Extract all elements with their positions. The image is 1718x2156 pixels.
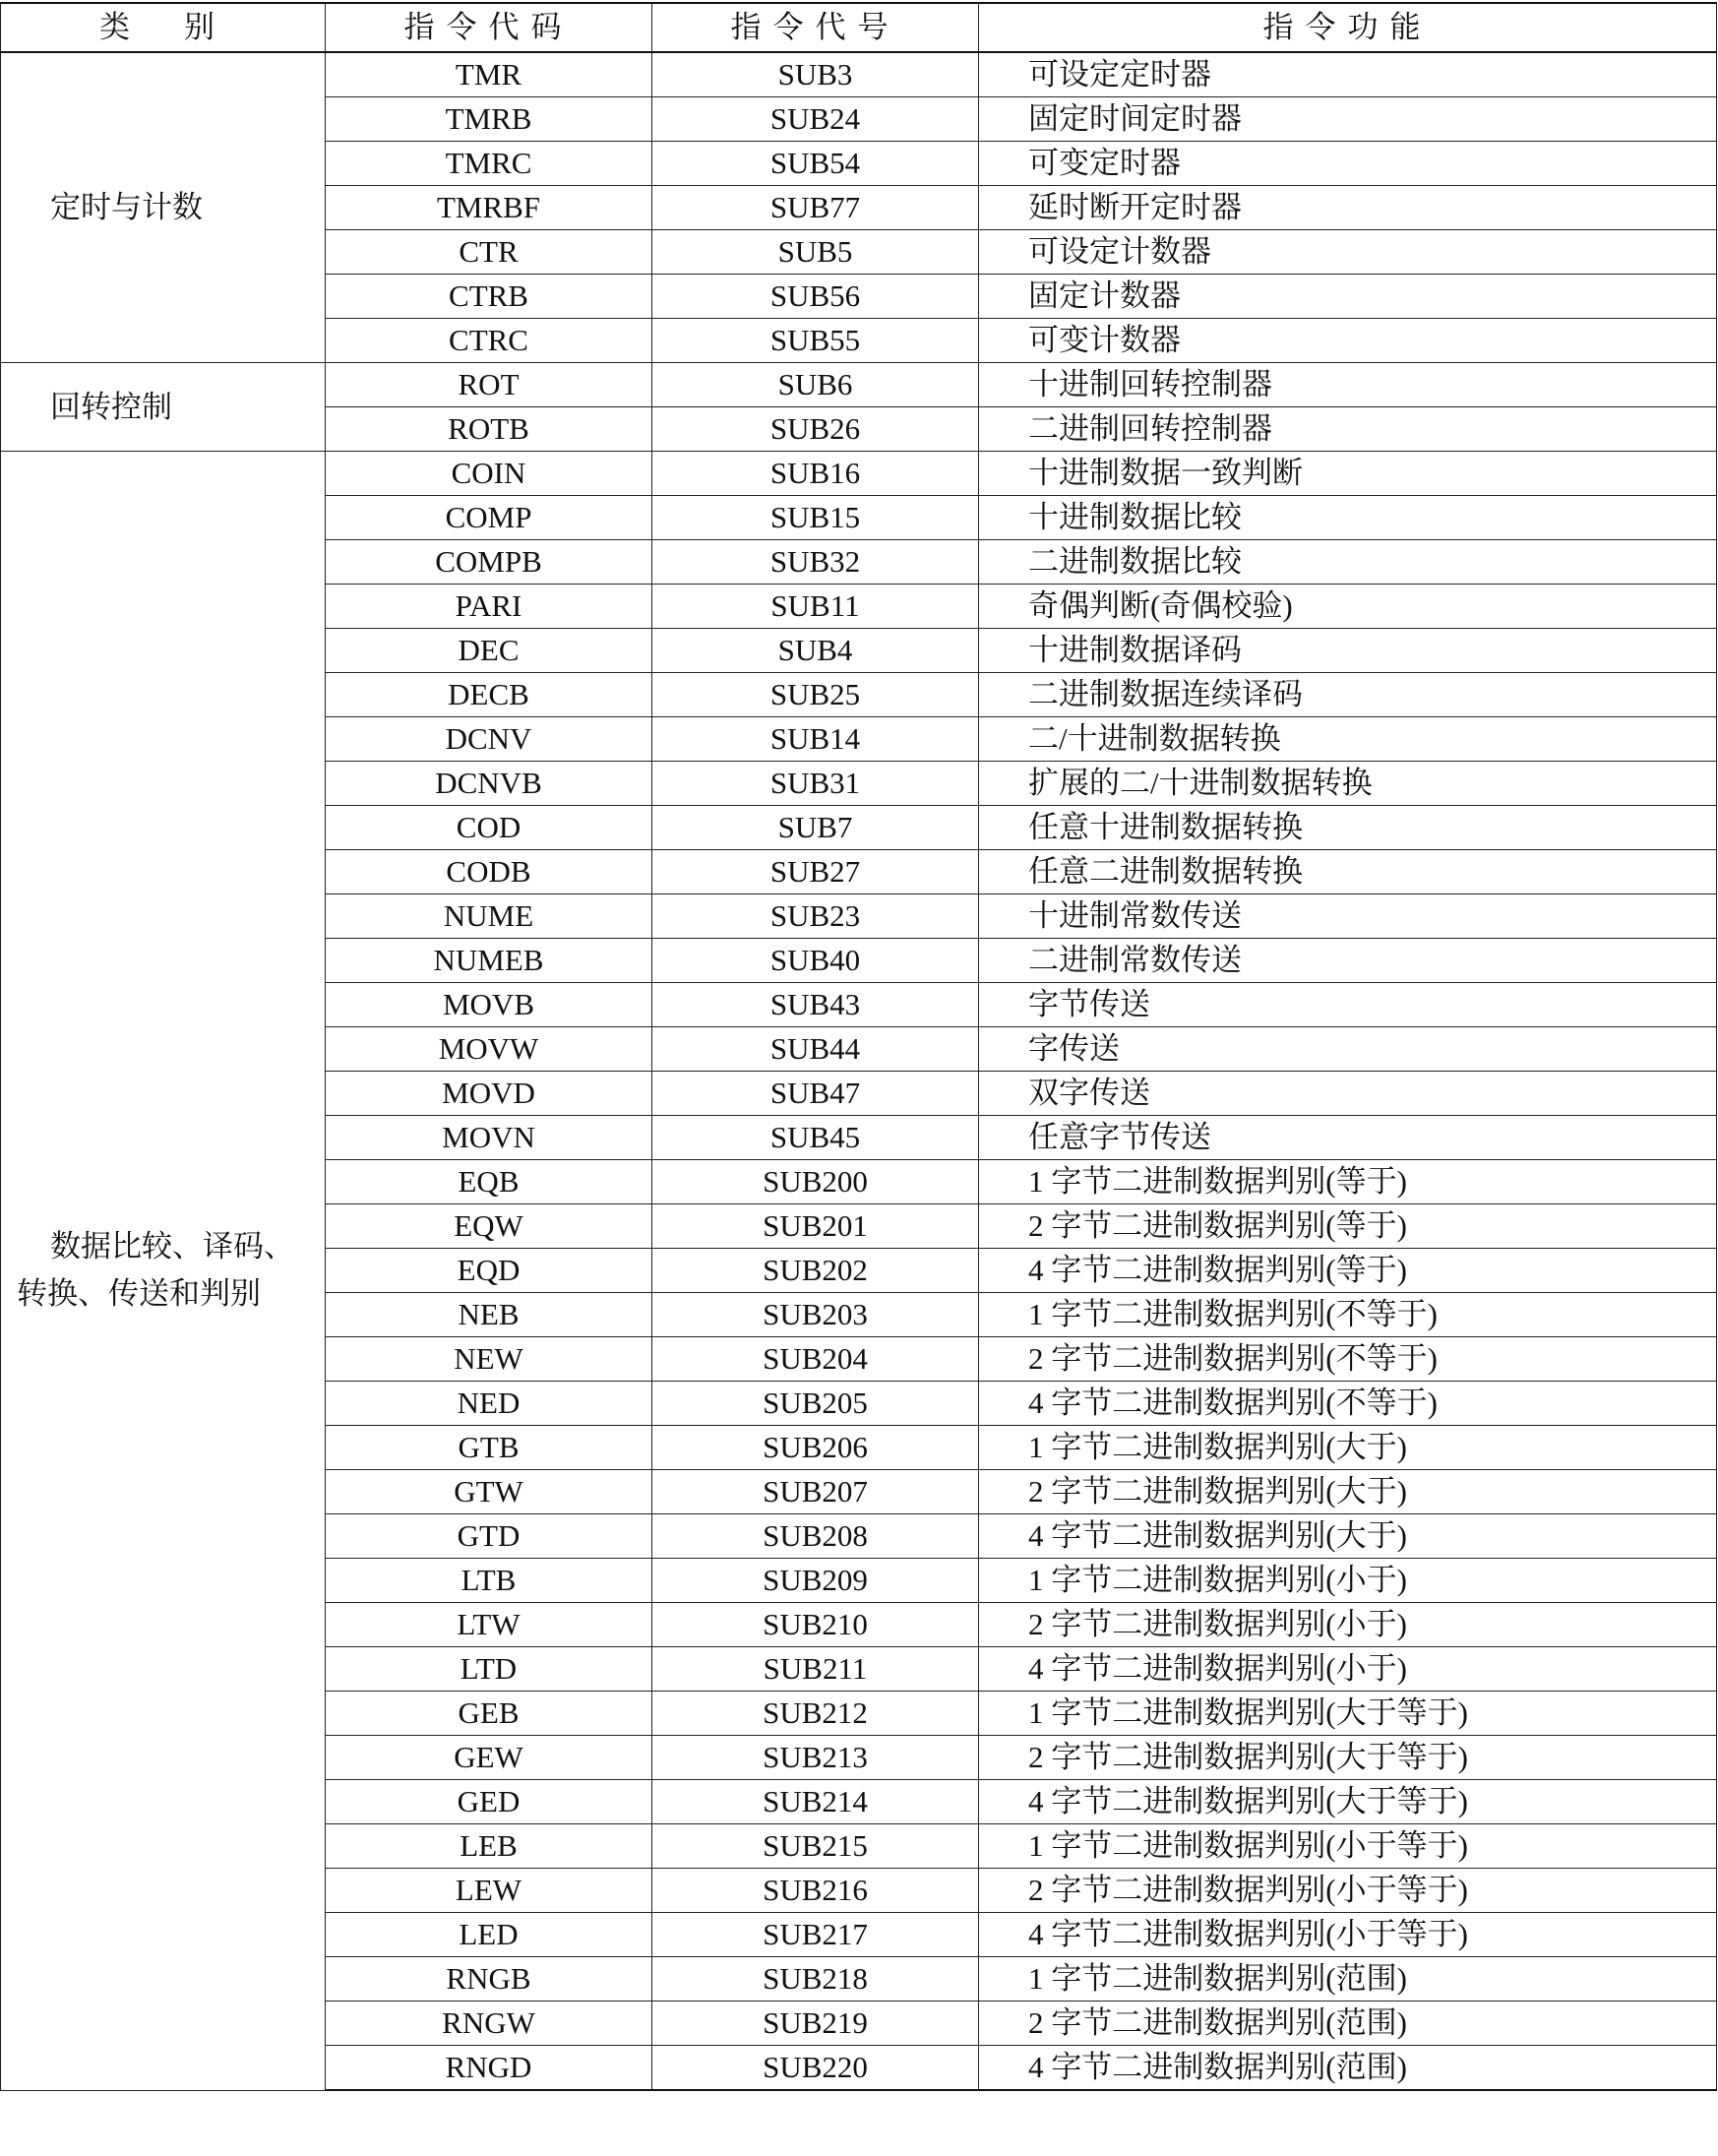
category-cell (1, 363, 326, 452)
instruction-function-cell: 字节传送 (979, 983, 1717, 1027)
instruction-code-cell: ROTB (326, 407, 652, 452)
instruction-code-cell: GEW (326, 1736, 652, 1780)
instruction-function-cell: 任意二进制数据转换 (979, 850, 1717, 894)
instruction-code-cell: CTRB (326, 275, 652, 319)
instruction-function-cell: 可设定定时器 (979, 52, 1717, 97)
instruction-function-cell: 可设定计数器 (979, 230, 1717, 275)
instruction-code-cell: GTB (326, 1426, 652, 1470)
instruction-number-cell: SUB56 (652, 275, 979, 319)
instruction-function-cell: 双字传送 (979, 1072, 1717, 1116)
instruction-function-cell: 4 字节二进制数据判别(大于) (979, 1514, 1717, 1559)
instruction-code-cell: RNGW (326, 2002, 652, 2046)
instruction-function-cell: 二进制回转控制器 (979, 407, 1717, 452)
instruction-code-cell: COMPB (326, 540, 652, 585)
instruction-number-cell: SUB208 (652, 1514, 979, 1559)
instruction-function-cell: 2 字节二进制数据判别(大于等于) (979, 1736, 1717, 1780)
instruction-function-cell: 二/十进制数据转换 (979, 717, 1717, 762)
instruction-code-cell: DECB (326, 673, 652, 717)
instruction-number-cell: SUB77 (652, 186, 979, 230)
instruction-number-cell: SUB11 (652, 585, 979, 629)
instruction-code-cell: EQD (326, 1249, 652, 1293)
instruction-code-cell: GTW (326, 1470, 652, 1514)
category-label: 数据比较、译码、转换、传送和判别 (17, 1229, 294, 1312)
instruction-function-cell: 扩展的二/十进制数据转换 (979, 762, 1717, 806)
instruction-function-cell: 2 字节二进制数据判别(小于等于) (979, 1869, 1717, 1913)
instruction-code-cell: LEB (326, 1824, 652, 1869)
instruction-function-cell: 1 字节二进制数据判别(不等于) (979, 1293, 1717, 1337)
instruction-number-cell: SUB14 (652, 717, 979, 762)
instruction-function-cell: 任意字节传送 (979, 1116, 1717, 1160)
instruction-code-cell: TMRC (326, 142, 652, 186)
instruction-number-cell: SUB214 (652, 1780, 979, 1824)
instruction-code-cell: GTD (326, 1514, 652, 1559)
instruction-number-cell: SUB213 (652, 1736, 979, 1780)
table-row (1, 452, 1717, 496)
instruction-number-cell: SUB55 (652, 319, 979, 363)
instruction-code-cell: NEB (326, 1293, 652, 1337)
instruction-code-cell: NUMEB (326, 939, 652, 983)
instruction-number-cell: SUB217 (652, 1913, 979, 1957)
header-category: 类 别 (1, 3, 326, 52)
instruction-number-cell: SUB24 (652, 97, 979, 142)
instruction-code-cell: LTW (326, 1603, 652, 1647)
instruction-function-cell: 十进制数据译码 (979, 629, 1717, 673)
instruction-function-cell: 二进制数据比较 (979, 540, 1717, 585)
instruction-number-cell: SUB6 (652, 363, 979, 407)
table-body (1, 52, 1717, 2090)
instruction-number-cell: SUB4 (652, 629, 979, 673)
instruction-number-cell: SUB219 (652, 2002, 979, 2046)
instruction-code-cell: RNGD (326, 2046, 652, 2091)
header-instruction-function: 指令功能 (979, 3, 1717, 52)
table-row (1, 52, 1717, 97)
instruction-number-cell: SUB202 (652, 1249, 979, 1293)
instruction-number-cell: SUB7 (652, 806, 979, 850)
instruction-function-cell: 十进制数据比较 (979, 496, 1717, 540)
instruction-number-cell: SUB26 (652, 407, 979, 452)
instruction-function-cell: 二进制常数传送 (979, 939, 1717, 983)
instruction-function-cell: 2 字节二进制数据判别(不等于) (979, 1337, 1717, 1382)
instruction-code-cell: CTR (326, 230, 652, 275)
instruction-number-cell: SUB216 (652, 1869, 979, 1913)
instruction-function-cell: 2 字节二进制数据判别(大于) (979, 1470, 1717, 1514)
instruction-code-cell: LTD (326, 1647, 652, 1692)
instruction-number-cell: SUB215 (652, 1824, 979, 1869)
instruction-code-cell: EQB (326, 1160, 652, 1204)
instruction-number-cell: SUB44 (652, 1027, 979, 1072)
instruction-table (0, 2, 1717, 2091)
instruction-number-cell: SUB23 (652, 894, 979, 939)
instruction-code-cell: TMRBF (326, 186, 652, 230)
instruction-code-cell: CTRC (326, 319, 652, 363)
instruction-number-cell: SUB43 (652, 983, 979, 1027)
instruction-code-cell: LTB (326, 1559, 652, 1603)
instruction-code-cell: GED (326, 1780, 652, 1824)
instruction-function-cell: 2 字节二进制数据判别(范围) (979, 2002, 1717, 2046)
instruction-code-cell: LED (326, 1913, 652, 1957)
instruction-number-cell: SUB203 (652, 1293, 979, 1337)
instruction-number-cell: SUB206 (652, 1426, 979, 1470)
instruction-code-cell: ROT (326, 363, 652, 407)
instruction-code-cell: PARI (326, 585, 652, 629)
instruction-function-cell: 任意十进制数据转换 (979, 806, 1717, 850)
instruction-number-cell: SUB220 (652, 2046, 979, 2091)
instruction-code-cell: COMP (326, 496, 652, 540)
header-instruction-code: 指令代码 (326, 3, 652, 52)
instruction-function-cell: 4 字节二进制数据判别(范围) (979, 2046, 1717, 2091)
instruction-function-cell: 可变计数器 (979, 319, 1717, 363)
category-label: 回转控制 (50, 389, 172, 424)
instruction-function-cell: 1 字节二进制数据判别(等于) (979, 1160, 1717, 1204)
instruction-number-cell: SUB27 (652, 850, 979, 894)
instruction-code-cell: DEC (326, 629, 652, 673)
instruction-number-cell: SUB3 (652, 52, 979, 97)
instruction-number-cell: SUB31 (652, 762, 979, 806)
instruction-code-cell: COD (326, 806, 652, 850)
instruction-number-cell: SUB201 (652, 1204, 979, 1249)
instruction-number-cell: SUB212 (652, 1692, 979, 1736)
instruction-code-cell: CODB (326, 850, 652, 894)
instruction-code-cell: MOVD (326, 1072, 652, 1116)
instruction-number-cell: SUB47 (652, 1072, 979, 1116)
instruction-code-cell: MOVN (326, 1116, 652, 1160)
instruction-function-cell: 4 字节二进制数据判别(等于) (979, 1249, 1717, 1293)
instruction-code-cell: RNGB (326, 1957, 652, 2002)
instruction-number-cell: SUB32 (652, 540, 979, 585)
instruction-code-cell: LEW (326, 1869, 652, 1913)
instruction-number-cell: SUB15 (652, 496, 979, 540)
instruction-code-cell: COIN (326, 452, 652, 496)
instruction-code-cell: TMRB (326, 97, 652, 142)
instruction-code-cell: EQW (326, 1204, 652, 1249)
instruction-number-cell: SUB204 (652, 1337, 979, 1382)
instruction-number-cell: SUB218 (652, 1957, 979, 2002)
instruction-function-cell: 十进制数据一致判断 (979, 452, 1717, 496)
instruction-number-cell: SUB45 (652, 1116, 979, 1160)
instruction-function-cell: 2 字节二进制数据判别(等于) (979, 1204, 1717, 1249)
instruction-function-cell: 字传送 (979, 1027, 1717, 1072)
instruction-number-cell: SUB25 (652, 673, 979, 717)
instruction-function-cell: 固定时间定时器 (979, 97, 1717, 142)
instruction-function-cell: 十进制常数传送 (979, 894, 1717, 939)
instruction-code-cell: NUME (326, 894, 652, 939)
instruction-code-cell: DCNV (326, 717, 652, 762)
instruction-code-cell: TMR (326, 52, 652, 97)
instruction-function-cell: 1 字节二进制数据判别(大于等于) (979, 1692, 1717, 1736)
instruction-code-cell: NED (326, 1382, 652, 1426)
instruction-number-cell: SUB54 (652, 142, 979, 186)
category-cell (1, 52, 326, 363)
instruction-function-cell: 1 字节二进制数据判别(小于等于) (979, 1824, 1717, 1869)
instruction-function-cell: 奇偶判断(奇偶校验) (979, 585, 1717, 629)
instruction-function-cell: 1 字节二进制数据判别(小于) (979, 1559, 1717, 1603)
category-cell (1, 452, 326, 2091)
instruction-function-cell: 十进制回转控制器 (979, 363, 1717, 407)
instruction-table-container (0, 2, 1718, 2091)
table-header (1, 3, 1717, 52)
instruction-function-cell: 4 字节二进制数据判别(不等于) (979, 1382, 1717, 1426)
instruction-function-cell: 1 字节二进制数据判别(大于) (979, 1426, 1717, 1470)
instruction-function-cell: 可变定时器 (979, 142, 1717, 186)
header-row (1, 3, 1717, 52)
table-row (1, 363, 1717, 407)
instruction-function-cell: 固定计数器 (979, 275, 1717, 319)
instruction-code-cell: MOVW (326, 1027, 652, 1072)
instruction-number-cell: SUB211 (652, 1647, 979, 1692)
instruction-function-cell: 延时断开定时器 (979, 186, 1717, 230)
instruction-code-cell: GEB (326, 1692, 652, 1736)
header-instruction-number: 指令代号 (652, 3, 979, 52)
instruction-number-cell: SUB5 (652, 230, 979, 275)
instruction-number-cell: SUB209 (652, 1559, 979, 1603)
instruction-number-cell: SUB207 (652, 1470, 979, 1514)
instruction-function-cell: 4 字节二进制数据判别(小于) (979, 1647, 1717, 1692)
instruction-number-cell: SUB16 (652, 452, 979, 496)
instruction-number-cell: SUB205 (652, 1382, 979, 1426)
instruction-number-cell: SUB40 (652, 939, 979, 983)
instruction-function-cell: 1 字节二进制数据判别(范围) (979, 1957, 1717, 2002)
instruction-number-cell: SUB210 (652, 1603, 979, 1647)
category-label: 定时与计数 (50, 190, 203, 224)
instruction-number-cell: SUB200 (652, 1160, 979, 1204)
instruction-code-cell: NEW (326, 1337, 652, 1382)
instruction-code-cell: DCNVB (326, 762, 652, 806)
instruction-function-cell: 4 字节二进制数据判别(小于等于) (979, 1913, 1717, 1957)
instruction-function-cell: 二进制数据连续译码 (979, 673, 1717, 717)
instruction-function-cell: 4 字节二进制数据判别(大于等于) (979, 1780, 1717, 1824)
instruction-function-cell: 2 字节二进制数据判别(小于) (979, 1603, 1717, 1647)
instruction-code-cell: MOVB (326, 983, 652, 1027)
